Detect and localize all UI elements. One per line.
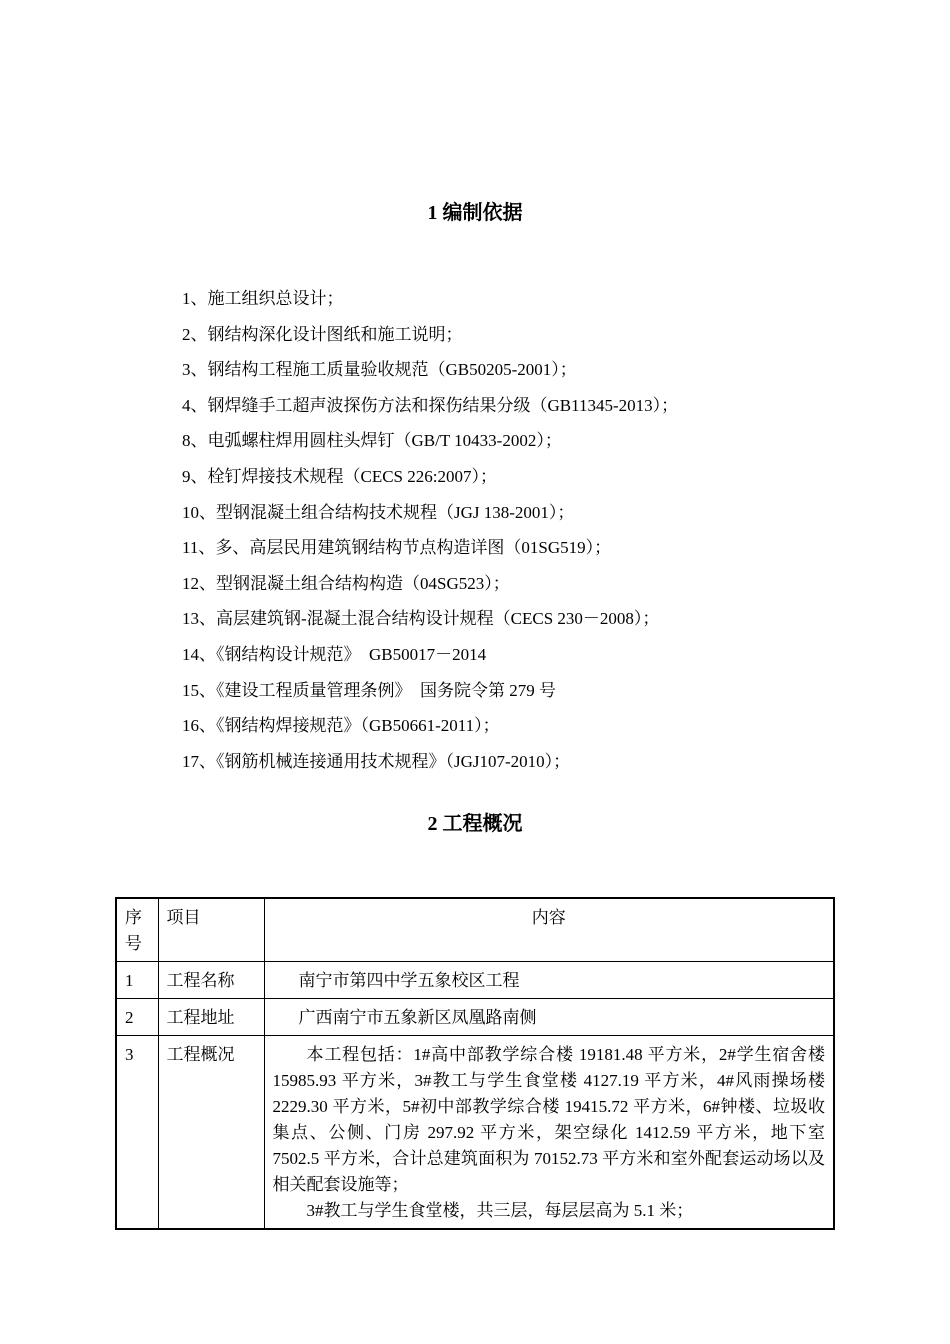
reference-item: 13、高层建筑钢-混凝土混合结构设计规程（CECS 230－2008）； <box>182 609 660 629</box>
reference-item: 3、钢结构工程施工质量验收规范（GB50205-2001）； <box>182 360 577 380</box>
cell-item: 工程名称 <box>158 962 264 999</box>
reference-item: 11、多、高层民用建筑钢结构节点构造详图（01SG519）； <box>182 538 612 558</box>
overview-paragraph: 3#教工与学生食堂楼，共三层，每层层高为 5.1 米； <box>306 1201 694 1220</box>
reference-item: 8、电弧螺柱焊用圆柱头焊钉（GB/T 10433-2002）； <box>182 431 562 451</box>
cell-content: 南宁市第四中学五象校区工程 <box>264 962 834 999</box>
header-no: 序号 <box>116 898 158 962</box>
table-row <box>116 962 834 999</box>
reference-item: 10、型钢混凝土组合结构技术规程（JGJ 138-2001）； <box>182 502 575 522</box>
reference-item: 15、《建设工程质量管理条例》 国务院令第 279 号 <box>182 680 556 700</box>
cell-content: 广西南宁市五象新区凤凰路南侧 <box>264 999 834 1036</box>
overview-paragraph: 本工程包括：1#高中部教学综合楼 19181.48 平方米，2#学生宿舍楼 15985.93 平方米，3#教工与学生食堂楼 4127.19 平方米，4#风雨操场楼 2229.30 平方米，5#初中部教学综合楼 19415.72 平方米，6#钟楼、垃圾收集点、公侧、门房 297.92 平方米，架空绿化 1412.59 平方米，地下室 7502.5 平方米，合计总建筑面积为 70152.73 平方米和室外配套运动场以及相关配套设施等； <box>272 1045 825 1194</box>
reference-item: 2、钢结构深化设计图纸和施工说明； <box>182 324 463 344</box>
reference-list <box>182 287 882 785</box>
section-1-title: 1 编制依据 <box>427 202 523 224</box>
reference-item: 9、栓钉焊接技术规程（CECS 226:2007）； <box>182 466 497 486</box>
table-row <box>116 1036 834 1230</box>
cell-item: 工程概况 <box>158 1036 264 1230</box>
reference-item: 16、《钢结构焊接规范》（GB50661-2011）； <box>182 716 500 736</box>
cell-content <box>264 1036 834 1230</box>
reference-item: 4、钢焊缝手工超声波探伤方法和探伤结果分级（GB11345-2013）； <box>182 395 679 415</box>
reference-item: 12、型钢混凝土组合结构构造（04SG523）； <box>182 573 510 593</box>
reference-item: 14、《钢结构设计规范》 GB50017－2014 <box>182 644 487 664</box>
section-2-title: 2 工程概况 <box>427 813 523 835</box>
project-overview-table <box>115 897 835 1230</box>
reference-item: 17、《钢筋机械连接通用技术规程》（JGJ107-2010）； <box>182 751 571 771</box>
table-header-row <box>116 898 834 962</box>
cell-no: 2 <box>116 999 158 1036</box>
table-row <box>116 999 834 1036</box>
cell-no: 3 <box>116 1036 158 1230</box>
cell-no: 1 <box>116 962 158 999</box>
cell-item: 工程地址 <box>158 999 264 1036</box>
header-item: 项目 <box>158 898 264 962</box>
header-content: 内容 <box>264 898 834 962</box>
reference-item: 1、施工组织总设计； <box>182 289 344 308</box>
